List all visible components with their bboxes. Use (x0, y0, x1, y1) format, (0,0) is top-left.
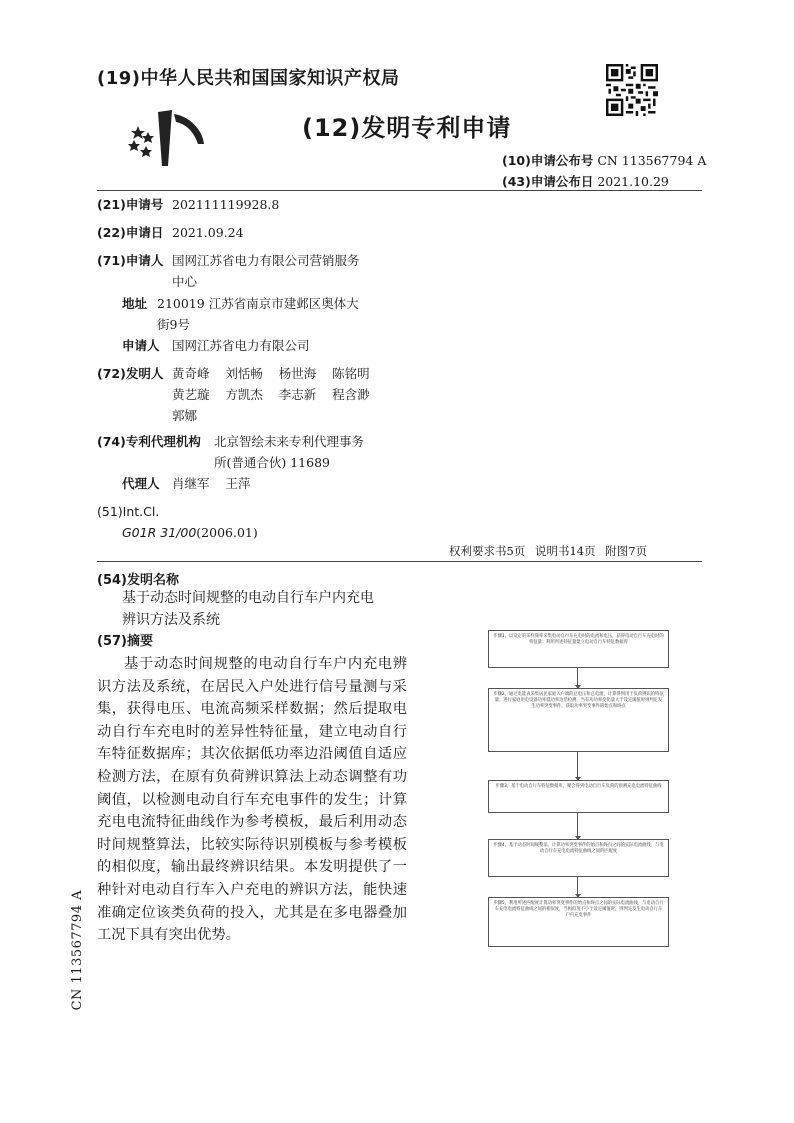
applicant-name-line2: 中心 (172, 274, 198, 289)
header-divider (97, 190, 702, 191)
agency-row (97, 431, 365, 470)
applicant2-name: 国网江苏省电力有限公司 (172, 338, 310, 353)
address-row (97, 293, 359, 332)
abstract-label: (57)摘要 (97, 634, 153, 649)
inventors-line3: 郭娜 (172, 408, 198, 423)
application-number-row (97, 194, 280, 215)
biblio-divider (97, 561, 702, 562)
publication-number: CN 113567794 A (597, 153, 707, 168)
invention-title-label: (54)发明名称 (97, 573, 179, 588)
application-date-label: (22)申请日 (97, 225, 164, 240)
publication-date: 2021.10.29 (597, 174, 669, 189)
flowchart-step-5: 步骤5，利用所述匹配度计算功率突变事件的始点和终点之间的实际电流曲线，与电动自行车充电电流特征曲线之间的相似度，当相似度不小于设定阈值时，则判定发生电动自行车户内充电事件 (488, 897, 669, 947)
int-cl-entry (122, 522, 258, 543)
application-number-label: (21)申请号 (97, 197, 164, 212)
patent-office: (19)中华人民共和国国家知识产权局 (97, 68, 400, 89)
applicant2-label: 申请人 (122, 338, 160, 353)
address-label: 地址 (122, 296, 148, 311)
abstract-text: 基于动态时间规整的电动自行车户内充电辨识方法及系统，在居民入户处进行信号量测与采集，获得电压、电流高频采样数据；然后提取电动自行车充电时的差异性特征量，建立电动自行车特征数据库；其次依据低功率边沿阈值自适应检测方法，在原有负荷辨识算法上动态调整有功阈值，以检测电动自行车充电事件的发生；计算充电电流特征曲线作为参考模板，最后利用动态时间规整算法，比较实际待识别模板与参考模板的相似度，输出最终辨识结果。本发明提供了一种针对电动自行车入户充电的辨识方法，能快速准确定位该类负荷的投入，尤其是在多电器叠加工况下具有突出优势。 (97, 656, 407, 944)
inventors-label: (72)发明人 (97, 366, 164, 381)
document-type: (12)发明专利申请 (302, 114, 512, 142)
publication-date-label: (43)申请公布日 (502, 174, 594, 189)
int-cl-year: (2006.01) (196, 525, 258, 540)
side-publication-number: CN 113567794 A (70, 890, 85, 1011)
flowchart-step-2: 步骤2，通过电能表采集居民家庭入户端的总电压和总电流，计算得到用于负荷辨识的特征量；进行家庭用电设备功率低功率边沿检测，当有功功率变化量大于设定阈值时则判定发生功率突变事件，获取功率突变事件的始点和终点 (488, 688, 669, 752)
application-number: 202111119928.8 (172, 197, 280, 212)
application-date-row (97, 222, 244, 243)
applicant2-row (97, 335, 310, 356)
publication-date-row (502, 172, 669, 190)
address-line2: 街9号 (157, 317, 190, 332)
flowchart-step-4: 步骤4，基于动态时间规整法，计算功率突变事件的始点和终点之间的实际电流曲线，与电动自行车充电电流特征曲线之间的匹配度 (488, 839, 669, 877)
flowchart-arrow-3 (577, 813, 578, 839)
invention-title-line2: 辨识方法及系统 (122, 612, 220, 628)
application-date: 2021.09.24 (172, 225, 244, 240)
address-line1: 210019 江苏省南京市建邺区奥体大 (157, 296, 359, 311)
agent-names: 肖继军 王萍 (172, 476, 251, 491)
agent-label: 代理人 (122, 476, 160, 491)
page-count: 权利要求书5页 说明书14页 附图7页 (449, 544, 648, 558)
applicant-row (97, 250, 360, 289)
flowchart-arrow-1 (577, 668, 578, 688)
applicant-name-line1: 国网江苏省电力有限公司营销服务 (172, 253, 360, 268)
int-cl-label: (51)Int.Cl. (97, 504, 160, 519)
applicant-label: (71)申请人 (97, 253, 164, 268)
publication-number-row (502, 151, 706, 169)
invention-title-line1: 基于动态时间规整的电动自行车户内充电 (122, 590, 374, 606)
agency-line2: 所(普通合伙) 11689 (214, 455, 330, 470)
int-cl-row (97, 501, 258, 540)
agent-row (97, 473, 251, 494)
int-cl-class: G01R 31/00 (122, 525, 197, 540)
flowchart-step-1: 步骤1，以设定的采样频率采集电动自行车充电时的电流和电压，获得电动自行车充电时的特征量；利用所述特征量建立电动自行车特征数据库 (488, 630, 669, 668)
inventors-line2: 黄艺璇 方凯杰 李志新 程含渺 (172, 387, 370, 402)
flowchart-arrow-4 (577, 877, 578, 897)
flowchart-arrow-2 (577, 752, 578, 780)
flowchart-step-3: 步骤3，基于电动自行车特征数据库，聚合得到电动自行车负荷的预测充电电流特征曲线 (488, 780, 669, 813)
agency-label: (74)专利代理机构 (97, 434, 201, 449)
inventors-line1: 黄奇峰 刘恬畅 杨世海 陈铭明 (172, 366, 370, 381)
qr-code-icon (606, 64, 658, 116)
agency-line1: 北京智绘未来专利代理事务 (214, 434, 365, 449)
inventors-row (97, 363, 370, 423)
cnipa-logo (128, 108, 210, 170)
publication-number-label: (10)申请公布号 (502, 153, 594, 168)
